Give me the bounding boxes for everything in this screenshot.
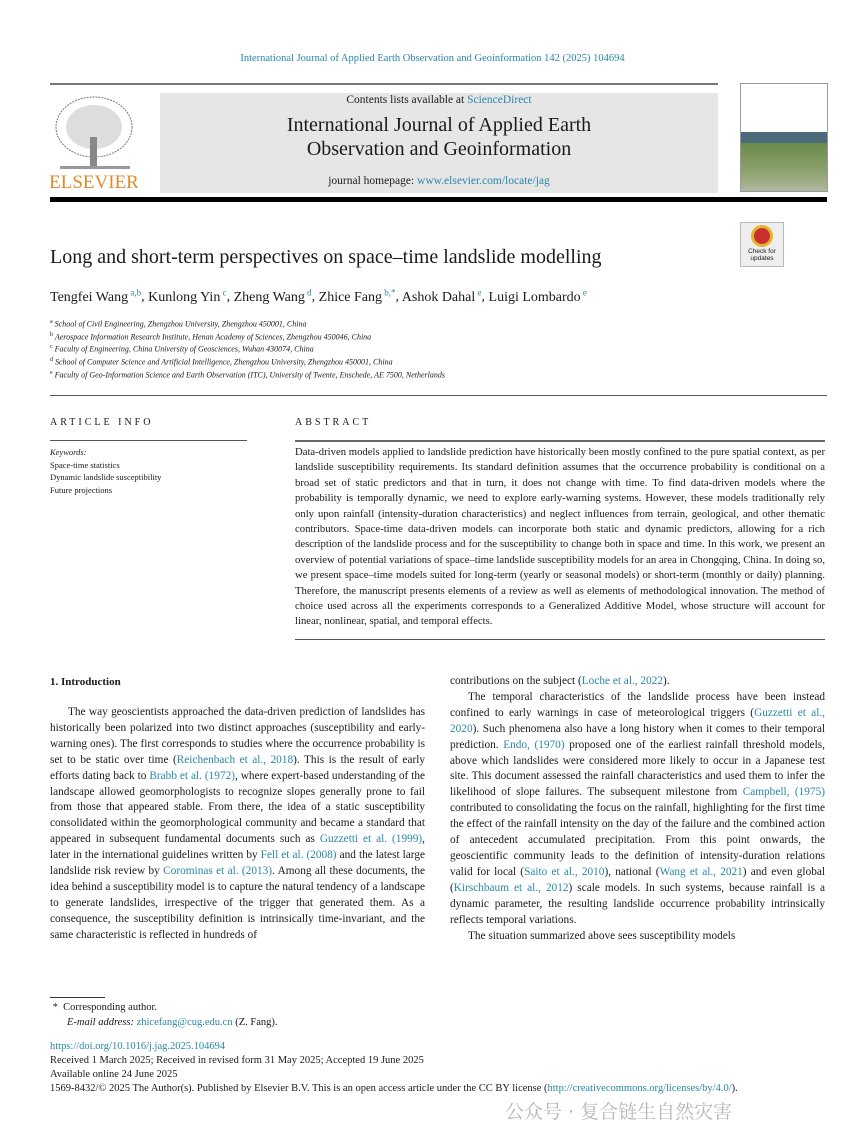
citation-link[interactable]: Saito et al., 2010: [524, 865, 605, 878]
license-link[interactable]: http://creativecommons.org/licenses/by/4.0/: [547, 1083, 732, 1094]
keyword: Future projections: [50, 484, 113, 495]
keyword: Space-time statistics: [50, 459, 120, 470]
author: [50, 287, 142, 305]
text-run: ).: [663, 675, 670, 687]
journal-cover-image: [740, 83, 828, 192]
abstract-heading: ABSTRACT: [295, 417, 372, 428]
citation-link[interactable]: Reichenbach et al., 2018: [176, 753, 294, 766]
divider: [50, 83, 718, 85]
author: [148, 287, 227, 305]
author-name: Luigi Lombardo: [488, 289, 581, 305]
citation-link[interactable]: Brabb et al. (1972): [149, 769, 236, 782]
keywords: [50, 446, 161, 496]
affiliations: [50, 317, 445, 380]
text-run: The temporal characteristics of the landslide process have been instead confined to early warnings in case of meteorological triggers (: [450, 690, 825, 719]
paragraph: [450, 690, 825, 929]
text-run: , later in the international guidelines written by: [50, 833, 425, 862]
footnote-marker: *: [52, 1002, 58, 1013]
affiliation-marker: a: [50, 319, 53, 325]
sciencedirect-link[interactable]: ScienceDirect: [467, 94, 532, 106]
affiliation: [50, 355, 445, 368]
corresponding-author-label: Corresponding author.: [63, 1002, 158, 1013]
affiliation-marker: b: [50, 331, 53, 338]
email-label: E-mail address:: [67, 1016, 134, 1028]
journal-title-line1: International Journal of Applied Earth: [286, 114, 592, 136]
text-run: ). Such phenomena also have a long history when it comes to their temporal prediction.: [450, 722, 825, 751]
check-updates-label: Check for updates: [748, 248, 776, 262]
citation-link[interactable]: Wang et al., 2021: [659, 865, 743, 878]
divider: [50, 395, 827, 396]
citation-link[interactable]: Loche et al., 2022: [581, 675, 664, 687]
affiliation-marker: d: [50, 356, 53, 363]
citation-link[interactable]: Endo, (1970): [503, 738, 565, 751]
email-suffix: (Z. Fang).: [232, 1016, 278, 1028]
journal-reference[interactable]: International Journal of Applied Earth Observation and Geoinformation 142 (2025) 104694: [240, 53, 625, 64]
affiliation-marker: c: [50, 344, 53, 351]
author-name: Zhice Fang: [318, 289, 383, 305]
check-for-updates-button[interactable]: [740, 222, 784, 267]
paragraph: [50, 705, 425, 944]
email-link[interactable]: zhicefang@cug.edu.cn: [136, 1016, 233, 1028]
doi-link[interactable]: https://doi.org/10.1016/j.jag.2025.104694: [50, 1041, 226, 1052]
citation-link[interactable]: Fell et al. (2008): [260, 849, 337, 862]
homepage-label: journal homepage:: [328, 175, 418, 187]
text-run: proposed one of the earliest rainfall threshold models, above which landslides were considered more likely to occur in a Japanese test site. This document assessed the rainfall characteristics and used them to infer the likelihood of slope failures. The subsequent milestone from: [450, 738, 825, 799]
text-run: contributed to consolidating the focus on the rainfall, highlighting for the first time the effect of the rainfall intensity on the day of the failure and the combined action of antecedent accumulated precipitation. From this point onwards, the geoscientific community leads to the definition of intensity-duration relations valid for local (: [450, 802, 825, 878]
author-affiliation-link[interactable]: a,b: [128, 287, 142, 297]
text-run: ), national (: [604, 865, 660, 878]
divider: [295, 440, 825, 442]
text-run: ) and even global (: [450, 865, 826, 894]
license-text: 1569-8432/© 2025 The Author(s). Published by Elsevier B.V. This is an open access article under the CC BY license (: [50, 1083, 548, 1094]
journal-title-line2: Observation and Geoinformation: [306, 138, 572, 160]
citation-link[interactable]: Kirschbaum et al., 2012: [453, 881, 569, 894]
author: [488, 287, 587, 305]
text-run: The way geoscientists approached the data-driven prediction of landslides has historically been polarized into two distinct approaches (susceptibility and early-warning ones). The first corresponds to studies where the occurrence probability is set to be static over time (: [50, 706, 425, 766]
elsevier-logo: [50, 92, 138, 192]
affiliation: [50, 368, 445, 381]
author-name: Ashok Dahal: [401, 289, 476, 305]
text-run: ). This is the result of early efforts dating back to: [50, 753, 426, 782]
keyword: Dynamic landslide susceptibility: [50, 472, 162, 482]
author: [318, 287, 396, 305]
affiliation-marker: e: [50, 369, 53, 376]
affiliation: [50, 317, 445, 330]
received-dates: Received 1 March 2025; Received in revised form 31 May 2025; Accepted 19 June 2025: [50, 1055, 424, 1066]
watermark: 公众号 · 复合链生自然灾害: [505, 1101, 733, 1123]
affiliation: [50, 342, 445, 355]
article-info-heading: ARTICLE INFO: [50, 417, 154, 428]
keywords-label: Keywords:: [50, 447, 87, 457]
author-name: Tengfei Wang: [50, 289, 129, 305]
text-run: and the latest large landslide risk review by: [50, 849, 426, 878]
paragraph: [450, 674, 825, 690]
author-name: Zheng Wang: [233, 289, 305, 305]
divider: [295, 639, 825, 640]
text-run: The situation summarized above sees susceptibility models: [468, 929, 736, 942]
author-name: Kunlong Yin: [148, 289, 221, 305]
author: [401, 287, 482, 305]
author-affiliation-link[interactable]: c: [220, 287, 227, 297]
license-suffix: ).: [731, 1083, 738, 1094]
section-heading: 1. Introduction: [50, 676, 121, 688]
available-online: Available online 24 June 2025: [50, 1069, 178, 1080]
text-run: . Among all these documents, the idea behind a susceptibility model is to capture the natural tendency of a landscape to generate landslides, irrespective of the trigger that generated them. As a consequence, the susceptibility definition is intrinsically time-invariant, and the same characteristic is reflected in hundreds of: [50, 865, 425, 941]
author-list: Tengfei Wang $^{a,b}$, Kunlong Yin $^c$, Zheng Wang $^d$, Zhice Fang $^{b,*}$, Ashok Dahal $^e$, Luigi Lombardo $^e$: [50, 287, 587, 305]
abstract-text: Data-driven models applied to landslide prediction have historically been mostly confined to the pure spatial context, as per landslide susceptibility requirements. Its standard definition assumes that the occurrence probability is conditional on a broad set of static predictors and that in turn, it does not change with time. To find data-driven models where the probability is temporally dynamic, we need to explore early-warning systems. However, these models traditionally rely only upon rainfall (intensity-duration characteristics) and neglect influences from terrain, geological, and other thematic contributors. Space-time data-driven models can incorporate both static and dynamic predictors, allowing for a rich description of the landslide process and for the susceptibility to change both in space and time. In this work, we present an overview of potential variations of space–time landslide susceptibility models for an area in Chongqing, China. In doing so, we present space–time models suited for long-term (yearly or seasonal models) or short-term (monthly or daily) planning. Therefore, the manuscript presents elements of a review as well as elements of methodological innovation. The method of choice used across all the experiments corresponds to a Generalized Additive Model, whose structure will account for linear, nonlinear, spatial, and temporal effects.: [295, 446, 825, 628]
footnote: [50, 1001, 278, 1030]
journal-banner: [160, 93, 718, 193]
article-title: Long and short-term perspectives on space–time landslide modelling: [50, 246, 602, 268]
body-column-right: [450, 674, 825, 944]
homepage-link[interactable]: www.elsevier.com/locate/jag: [417, 175, 550, 187]
author-affiliation-link[interactable]: e: [475, 287, 482, 297]
author-affiliation-link[interactable]: b,*: [382, 287, 396, 297]
text-run: ) scale models. In such systems, because rainfall is a dynamic parameter, the resulting landslide occurrence probability intrinsically reflects temporal variations.: [450, 881, 825, 926]
affiliation-text: Faculty of Engineering, China University of Geosciences, Wuhan 430074, China: [52, 344, 314, 354]
citation-link[interactable]: Corominas et al. (2013): [163, 865, 273, 878]
author-affiliation-link[interactable]: e: [580, 287, 587, 297]
tree-icon: [50, 92, 138, 192]
footnote-divider: [50, 997, 105, 998]
author-affiliation-link[interactable]: d: [304, 287, 312, 297]
elsevier-wordmark: ELSEVIER: [50, 172, 138, 192]
affiliation-text: School of Computer Science and Artificial Intelligence, Zhengzhou University, Zhengzhou 450001, China: [53, 357, 393, 367]
affiliation: [50, 330, 445, 343]
text-run: contributions on the subject (: [450, 675, 582, 687]
affiliation-text: Aerospace Information Research Institute, Henan Academy of Sciences, Zhengzhou 450046, China: [53, 332, 372, 342]
divider: [50, 440, 247, 441]
citation-link[interactable]: Campbell, (1975): [742, 786, 825, 799]
author: [233, 287, 312, 305]
affiliation-text: School of Civil Engineering, Zhengzhou University, Zhengzhou 450001, China: [52, 319, 307, 329]
contents-label: Contents lists available at: [346, 94, 468, 106]
publication-info: [50, 1040, 738, 1096]
thick-divider: [50, 197, 827, 202]
check-updates-icon: [751, 225, 773, 247]
citation-link[interactable]: Guzzetti et al. (1999): [319, 833, 423, 846]
body-column-left: [50, 674, 425, 944]
affiliation-text: Faculty of Geo-Information Science and Earth Observation (ITC), University of Twente, Enschede, AE 7500, Netherlands: [52, 370, 445, 380]
citation-link[interactable]: Guzzetti et al., 2020: [450, 706, 825, 735]
paragraph: [450, 929, 825, 945]
text-run: , where expert-based understanding of the landscape allowed geomorphologists to recognize slopes generally prone to fail from those that appeared stable. From there, the idea of a static susceptibility consolidated within the geomorphological community and became a standard that appeared in subsequent fundamental documents such as: [50, 769, 426, 846]
